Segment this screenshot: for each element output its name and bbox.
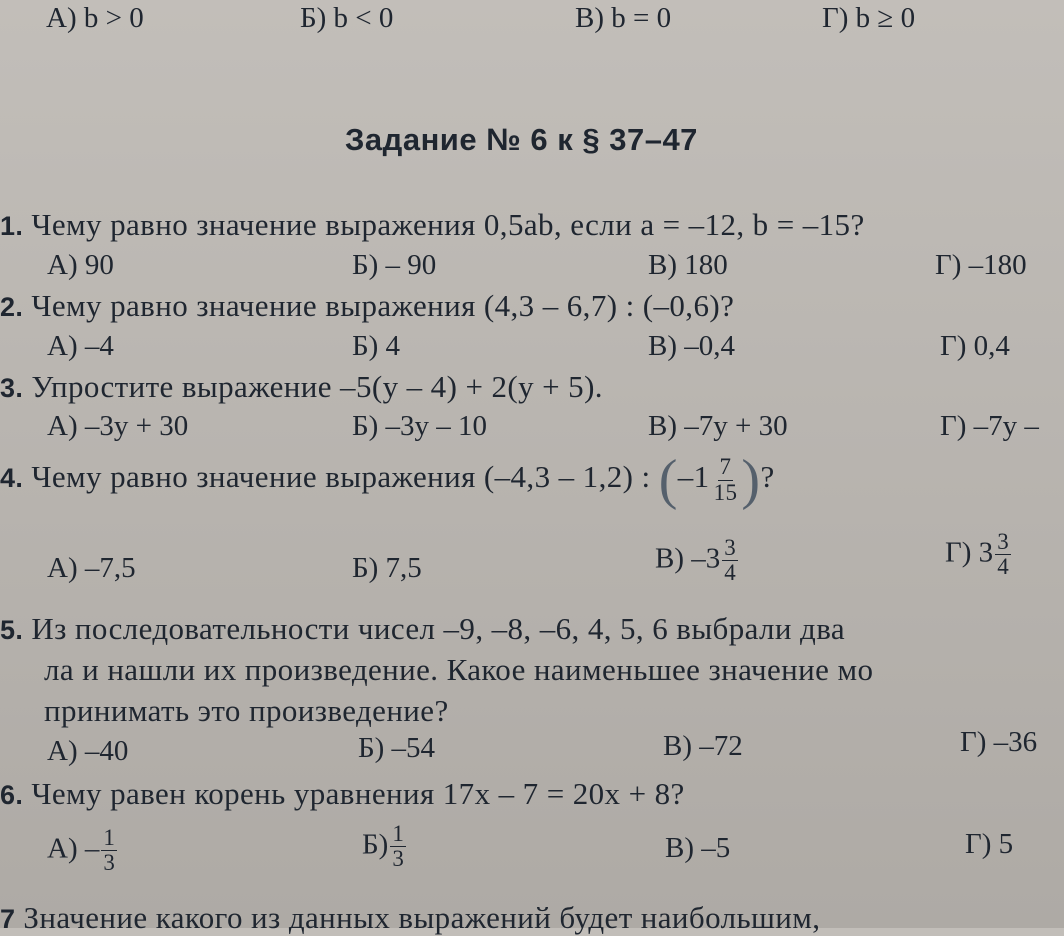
question-text: Упростите выражение –5(y – 4) + 2(y + 5). [31, 369, 603, 404]
q3-option-d: Г) –7y – [940, 410, 1039, 442]
question-number: 7 [0, 904, 16, 934]
denominator: 4 [724, 560, 736, 586]
question-number: 5. [0, 615, 24, 645]
q5-option-a: А) –40 [47, 735, 129, 767]
q3-option-c: В) –7y + 30 [648, 410, 788, 442]
question-6 [0, 776, 685, 812]
q6-option-c: В) –5 [665, 832, 731, 864]
option-prefix: Г) 3 [945, 536, 994, 569]
prev-option-b: Б) b < 0 [300, 2, 394, 34]
question-4 [0, 449, 775, 511]
question-text: Значение какого из данных выражений будет наибольшим, [23, 900, 821, 935]
option-prefix: А) – [47, 832, 100, 865]
question-text-line-2: ла и нашли их произведение. Какое наименьшее значение мо [44, 652, 874, 687]
q4-option-d [945, 530, 1013, 579]
question-7 [0, 900, 820, 936]
q4-option-a: А) –7,5 [47, 552, 136, 584]
prev-option-d: Г) b ≥ 0 [822, 2, 916, 34]
question-number: 2. [0, 292, 24, 322]
fraction [995, 530, 1011, 579]
right-paren: ) [741, 449, 761, 511]
assignment-heading: Задание № 6 к § 37–47 [345, 122, 698, 157]
option-prefix: Б) [362, 828, 389, 861]
q5-option-c: В) –72 [663, 730, 743, 762]
question-number: 6. [0, 780, 24, 810]
q6-option-a [47, 826, 119, 875]
q2-option-c: В) –0,4 [648, 330, 735, 362]
question-text: Чему равно значение выражения (4,3 – 6,7) : (–0,6)? [31, 288, 735, 323]
q5-option-b: Б) –54 [358, 732, 436, 764]
q1-option-a: А) 90 [47, 249, 114, 281]
prev-option-a: А) b > 0 [46, 2, 144, 34]
q1-option-d: Г) –180 [935, 249, 1027, 281]
numerator: 7 [719, 454, 732, 480]
fraction [101, 826, 117, 875]
question-3 [0, 369, 603, 405]
question-number: 3. [0, 373, 24, 403]
fraction [390, 822, 406, 871]
question-2 [0, 288, 734, 324]
question-5 [0, 611, 845, 647]
denominator: 4 [997, 554, 1009, 580]
mixed-whole: –1 [677, 459, 710, 495]
question-text: Чему равен корень уравнения 17x – 7 = 20x + 8? [31, 776, 685, 811]
prev-option-c: В) b = 0 [575, 2, 672, 34]
question-text-line-3: принимать это произведение? [44, 693, 449, 728]
q4-option-c [655, 536, 740, 585]
question-number: 1. [0, 211, 24, 241]
q3-option-a: А) –3y + 30 [47, 410, 189, 442]
denominator: 3 [103, 850, 115, 876]
numerator: 1 [392, 821, 404, 846]
q6-option-d: Г) 5 [965, 828, 1014, 860]
numerator: 3 [997, 529, 1009, 554]
numerator: 1 [103, 825, 115, 850]
fraction [712, 455, 740, 504]
q4-option-b: Б) 7,5 [352, 552, 422, 584]
denominator: 15 [713, 479, 738, 505]
q1-option-c: В) 180 [648, 249, 728, 281]
question-mark: ? [760, 459, 775, 495]
q5-option-d: Г) –36 [960, 726, 1038, 758]
q2-option-b: Б) 4 [352, 330, 401, 362]
q6-option-b [362, 822, 408, 871]
q2-option-a: А) –4 [47, 330, 114, 362]
question-1 [0, 207, 865, 243]
fraction [722, 536, 738, 585]
q3-option-b: Б) –3y – 10 [352, 410, 488, 442]
left-paren: ( [658, 449, 678, 511]
q2-option-d: Г) 0,4 [940, 330, 1010, 362]
option-prefix: В) –3 [655, 542, 721, 575]
question-text: Чему равно значение выражения (–4,3 – 1,2) : [31, 459, 651, 495]
q1-option-b: Б) – 90 [352, 249, 437, 281]
denominator: 3 [392, 846, 404, 872]
question-text-line-1: Из последовательности чисел –9, –8, –6, 4, 5, 6 выбрали два [31, 611, 846, 646]
question-text: Чему равно значение выражения 0,5ab, если a = –12, b = –15? [31, 207, 865, 242]
numerator: 3 [724, 535, 736, 560]
question-number: 4. [0, 463, 24, 494]
